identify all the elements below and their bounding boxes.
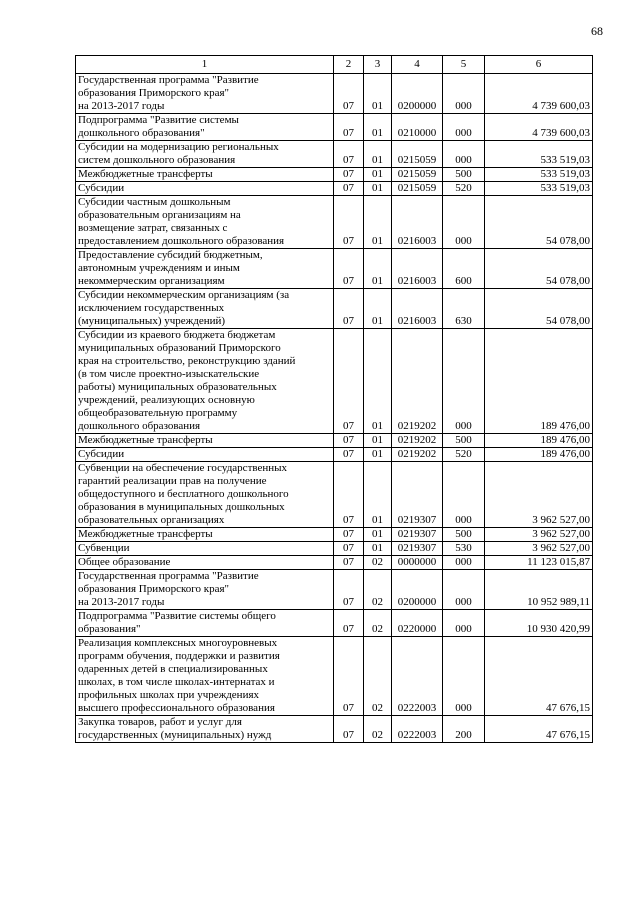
expense-type-code: 630 [443, 289, 485, 329]
section-code: 07 [334, 141, 364, 168]
description-line: Предоставление субсидий бюджетным, [78, 249, 263, 261]
subsection-code: 01 [364, 182, 392, 196]
description-line: Субсидии из краевого бюджета бюджетам [78, 329, 276, 341]
header-cell-6: 6 [485, 56, 593, 74]
section-code: 07 [334, 114, 364, 141]
description-line: края на строительство, реконструкцию зданий [78, 355, 296, 367]
section-code: 07 [334, 570, 364, 610]
description-line: Субсидии [78, 448, 125, 460]
budget-table [75, 55, 593, 743]
description-line: (в том числе проектно-изыскательские [78, 368, 260, 380]
table-row [76, 716, 593, 743]
description-line: дошкольного образования" [78, 127, 205, 139]
subsection-code: 01 [364, 528, 392, 542]
amount: 54 078,00 [485, 289, 593, 329]
description-line: Государственная программа "Развитие [78, 570, 259, 582]
description-line: Межбюджетные трансферты [78, 528, 213, 540]
row-description [76, 637, 334, 716]
description-line: Межбюджетные трансферты [78, 168, 213, 180]
target-article-code: 0220000 [392, 610, 443, 637]
table-row [76, 289, 593, 329]
row-description [76, 196, 334, 249]
section-code: 07 [334, 329, 364, 434]
table-row [76, 462, 593, 528]
subsection-code: 02 [364, 716, 392, 743]
amount: 54 078,00 [485, 249, 593, 289]
row-description [76, 329, 334, 434]
header-cell-4: 4 [392, 56, 443, 74]
description-line: высшего профессионального образования [78, 702, 275, 714]
section-code: 07 [334, 74, 364, 114]
description-line: образования в муниципальных дошкольных [78, 501, 285, 513]
section-code: 07 [334, 716, 364, 743]
target-article-code: 0200000 [392, 74, 443, 114]
description-line: работы) муниципальных образовательных [78, 381, 277, 393]
expense-type-code: 600 [443, 249, 485, 289]
table-row [76, 329, 593, 434]
row-description [76, 462, 334, 528]
description-line: профильных школах при учреждениях [78, 689, 260, 701]
table-row [76, 528, 593, 542]
amount: 11 123 015,87 [485, 556, 593, 570]
description-line: образования Приморского края" [78, 583, 229, 595]
amount: 189 476,00 [485, 434, 593, 448]
row-description [76, 528, 334, 542]
target-article-code: 0216003 [392, 249, 443, 289]
description-line: Государственная программа "Развитие [78, 74, 259, 86]
amount: 3 962 527,00 [485, 528, 593, 542]
subsection-code: 02 [364, 637, 392, 716]
subsection-code: 01 [364, 196, 392, 249]
budget-table-body [76, 56, 593, 743]
section-code: 07 [334, 556, 364, 570]
section-code: 07 [334, 448, 364, 462]
expense-type-code: 520 [443, 448, 485, 462]
row-description [76, 74, 334, 114]
description-line: систем дошкольного образования [78, 154, 236, 166]
amount: 4 739 600,03 [485, 114, 593, 141]
row-description [76, 168, 334, 182]
description-line: общеобразовательную программу [78, 407, 238, 419]
subsection-code: 01 [364, 434, 392, 448]
subsection-code: 01 [364, 168, 392, 182]
subsection-code: 02 [364, 570, 392, 610]
row-description [76, 610, 334, 637]
table-row [76, 610, 593, 637]
row-description [76, 570, 334, 610]
row-description [76, 434, 334, 448]
amount: 54 078,00 [485, 196, 593, 249]
description-line: общедоступного и бесплатного дошкольного [78, 488, 289, 500]
description-line: образовательным организациям на [78, 209, 241, 221]
row-description [76, 182, 334, 196]
description-line: предоставлением дошкольного образования [78, 235, 285, 247]
amount: 10 930 420,99 [485, 610, 593, 637]
expense-type-code: 000 [443, 610, 485, 637]
amount: 3 962 527,00 [485, 462, 593, 528]
expense-type-code: 000 [443, 196, 485, 249]
description-line: на 2013-2017 годы [78, 596, 165, 608]
table-row [76, 74, 593, 114]
target-article-code: 0219307 [392, 528, 443, 542]
amount: 10 952 989,11 [485, 570, 593, 610]
description-line: (муниципальных) учреждений) [78, 315, 226, 327]
expense-type-code: 000 [443, 329, 485, 434]
table-header-row [76, 56, 593, 74]
subsection-code: 01 [364, 289, 392, 329]
table-row [76, 434, 593, 448]
expense-type-code: 500 [443, 168, 485, 182]
row-description [76, 249, 334, 289]
section-code: 07 [334, 462, 364, 528]
description-line: программ обучения, поддержки и развития [78, 650, 280, 662]
target-article-code: 0215059 [392, 168, 443, 182]
row-description [76, 542, 334, 556]
description-line: Субсидии некоммерческим организациям (за [78, 289, 290, 301]
description-line: образовательных организациях [78, 514, 225, 526]
target-article-code: 0200000 [392, 570, 443, 610]
section-code: 07 [334, 182, 364, 196]
subsection-code: 01 [364, 114, 392, 141]
description-line: гарантий реализации прав на получение [78, 475, 267, 487]
expense-type-code: 000 [443, 637, 485, 716]
expense-type-code: 500 [443, 528, 485, 542]
target-article-code: 0219202 [392, 434, 443, 448]
amount: 4 739 600,03 [485, 74, 593, 114]
section-code: 07 [334, 542, 364, 556]
description-line: возмещение затрат, связанных с [78, 222, 228, 234]
row-description [76, 448, 334, 462]
header-cell-3: 3 [364, 56, 392, 74]
expense-type-code: 000 [443, 570, 485, 610]
subsection-code: 02 [364, 556, 392, 570]
target-article-code: 0210000 [392, 114, 443, 141]
table-row [76, 556, 593, 570]
amount: 189 476,00 [485, 448, 593, 462]
expense-type-code: 000 [443, 556, 485, 570]
amount: 533 519,03 [485, 182, 593, 196]
header-cell-5: 5 [443, 56, 485, 74]
section-code: 07 [334, 196, 364, 249]
subsection-code: 02 [364, 610, 392, 637]
expense-type-code: 500 [443, 434, 485, 448]
description-line: одаренных детей в специализированных [78, 663, 268, 675]
description-line: некоммерческим организациям [78, 275, 225, 287]
row-description [76, 114, 334, 141]
description-line: Субсидии [78, 182, 125, 194]
row-description [76, 289, 334, 329]
subsection-code: 01 [364, 249, 392, 289]
target-article-code: 0216003 [392, 289, 443, 329]
section-code: 07 [334, 637, 364, 716]
description-line: школах, в том числе школах-интернатах и [78, 676, 275, 688]
description-line: на 2013-2017 годы [78, 100, 165, 112]
table-row [76, 249, 593, 289]
description-line: Общее образование [78, 556, 171, 568]
table-row [76, 637, 593, 716]
description-line: автономным учреждениям и иным [78, 262, 240, 274]
row-description [76, 716, 334, 743]
table-row [76, 168, 593, 182]
subsection-code: 01 [364, 329, 392, 434]
subsection-code: 01 [364, 141, 392, 168]
subsection-code: 01 [364, 462, 392, 528]
amount: 533 519,03 [485, 141, 593, 168]
table-row [76, 182, 593, 196]
description-line: Межбюджетные трансферты [78, 434, 213, 446]
table-row [76, 141, 593, 168]
table-row [76, 196, 593, 249]
page-number: 68 [591, 24, 603, 38]
table-row [76, 570, 593, 610]
amount: 47 676,15 [485, 637, 593, 716]
amount: 47 676,15 [485, 716, 593, 743]
description-line: учреждений, реализующих основную [78, 394, 255, 406]
table-row [76, 448, 593, 462]
header-cell-1: 1 [76, 56, 334, 74]
table-row [76, 542, 593, 556]
row-description [76, 141, 334, 168]
description-line: Подпрограмма "Развитие системы общего [78, 610, 276, 622]
section-code: 07 [334, 434, 364, 448]
description-line: Субвенции [78, 542, 130, 554]
target-article-code: 0219307 [392, 462, 443, 528]
description-line: исключением государственных [78, 302, 225, 314]
section-code: 07 [334, 289, 364, 329]
header-cell-2: 2 [334, 56, 364, 74]
section-code: 07 [334, 528, 364, 542]
amount: 189 476,00 [485, 329, 593, 434]
target-article-code: 0222003 [392, 637, 443, 716]
description-line: муниципальных образований Приморского [78, 342, 281, 354]
description-line: образования Приморского края" [78, 87, 229, 99]
target-article-code: 0000000 [392, 556, 443, 570]
target-article-code: 0219307 [392, 542, 443, 556]
expense-type-code: 530 [443, 542, 485, 556]
section-code: 07 [334, 168, 364, 182]
subsection-code: 01 [364, 542, 392, 556]
subsection-code: 01 [364, 74, 392, 114]
description-line: Реализация комплексных многоуровневых [78, 637, 278, 649]
description-line: Субсидии на модернизацию региональных [78, 141, 279, 153]
description-line: Субсидии частным дошкольным [78, 196, 231, 208]
expense-type-code: 000 [443, 74, 485, 114]
amount: 3 962 527,00 [485, 542, 593, 556]
subsection-code: 01 [364, 448, 392, 462]
expense-type-code: 000 [443, 462, 485, 528]
description-line: образования" [78, 623, 141, 635]
expense-type-code: 000 [443, 114, 485, 141]
expense-type-code: 000 [443, 141, 485, 168]
description-line: Субвенции на обеспечение государственных [78, 462, 288, 474]
target-article-code: 0219202 [392, 448, 443, 462]
target-article-code: 0215059 [392, 182, 443, 196]
amount: 533 519,03 [485, 168, 593, 182]
description-line: Закупка товаров, работ и услуг для [78, 716, 242, 728]
target-article-code: 0216003 [392, 196, 443, 249]
row-description [76, 556, 334, 570]
table-row [76, 114, 593, 141]
expense-type-code: 520 [443, 182, 485, 196]
description-line: Подпрограмма "Развитие системы [78, 114, 239, 126]
target-article-code: 0215059 [392, 141, 443, 168]
target-article-code: 0222003 [392, 716, 443, 743]
section-code: 07 [334, 249, 364, 289]
description-line: дошкольного образования [78, 420, 201, 432]
section-code: 07 [334, 610, 364, 637]
expense-type-code: 200 [443, 716, 485, 743]
target-article-code: 0219202 [392, 329, 443, 434]
description-line: государственных (муниципальных) нужд [78, 729, 272, 741]
